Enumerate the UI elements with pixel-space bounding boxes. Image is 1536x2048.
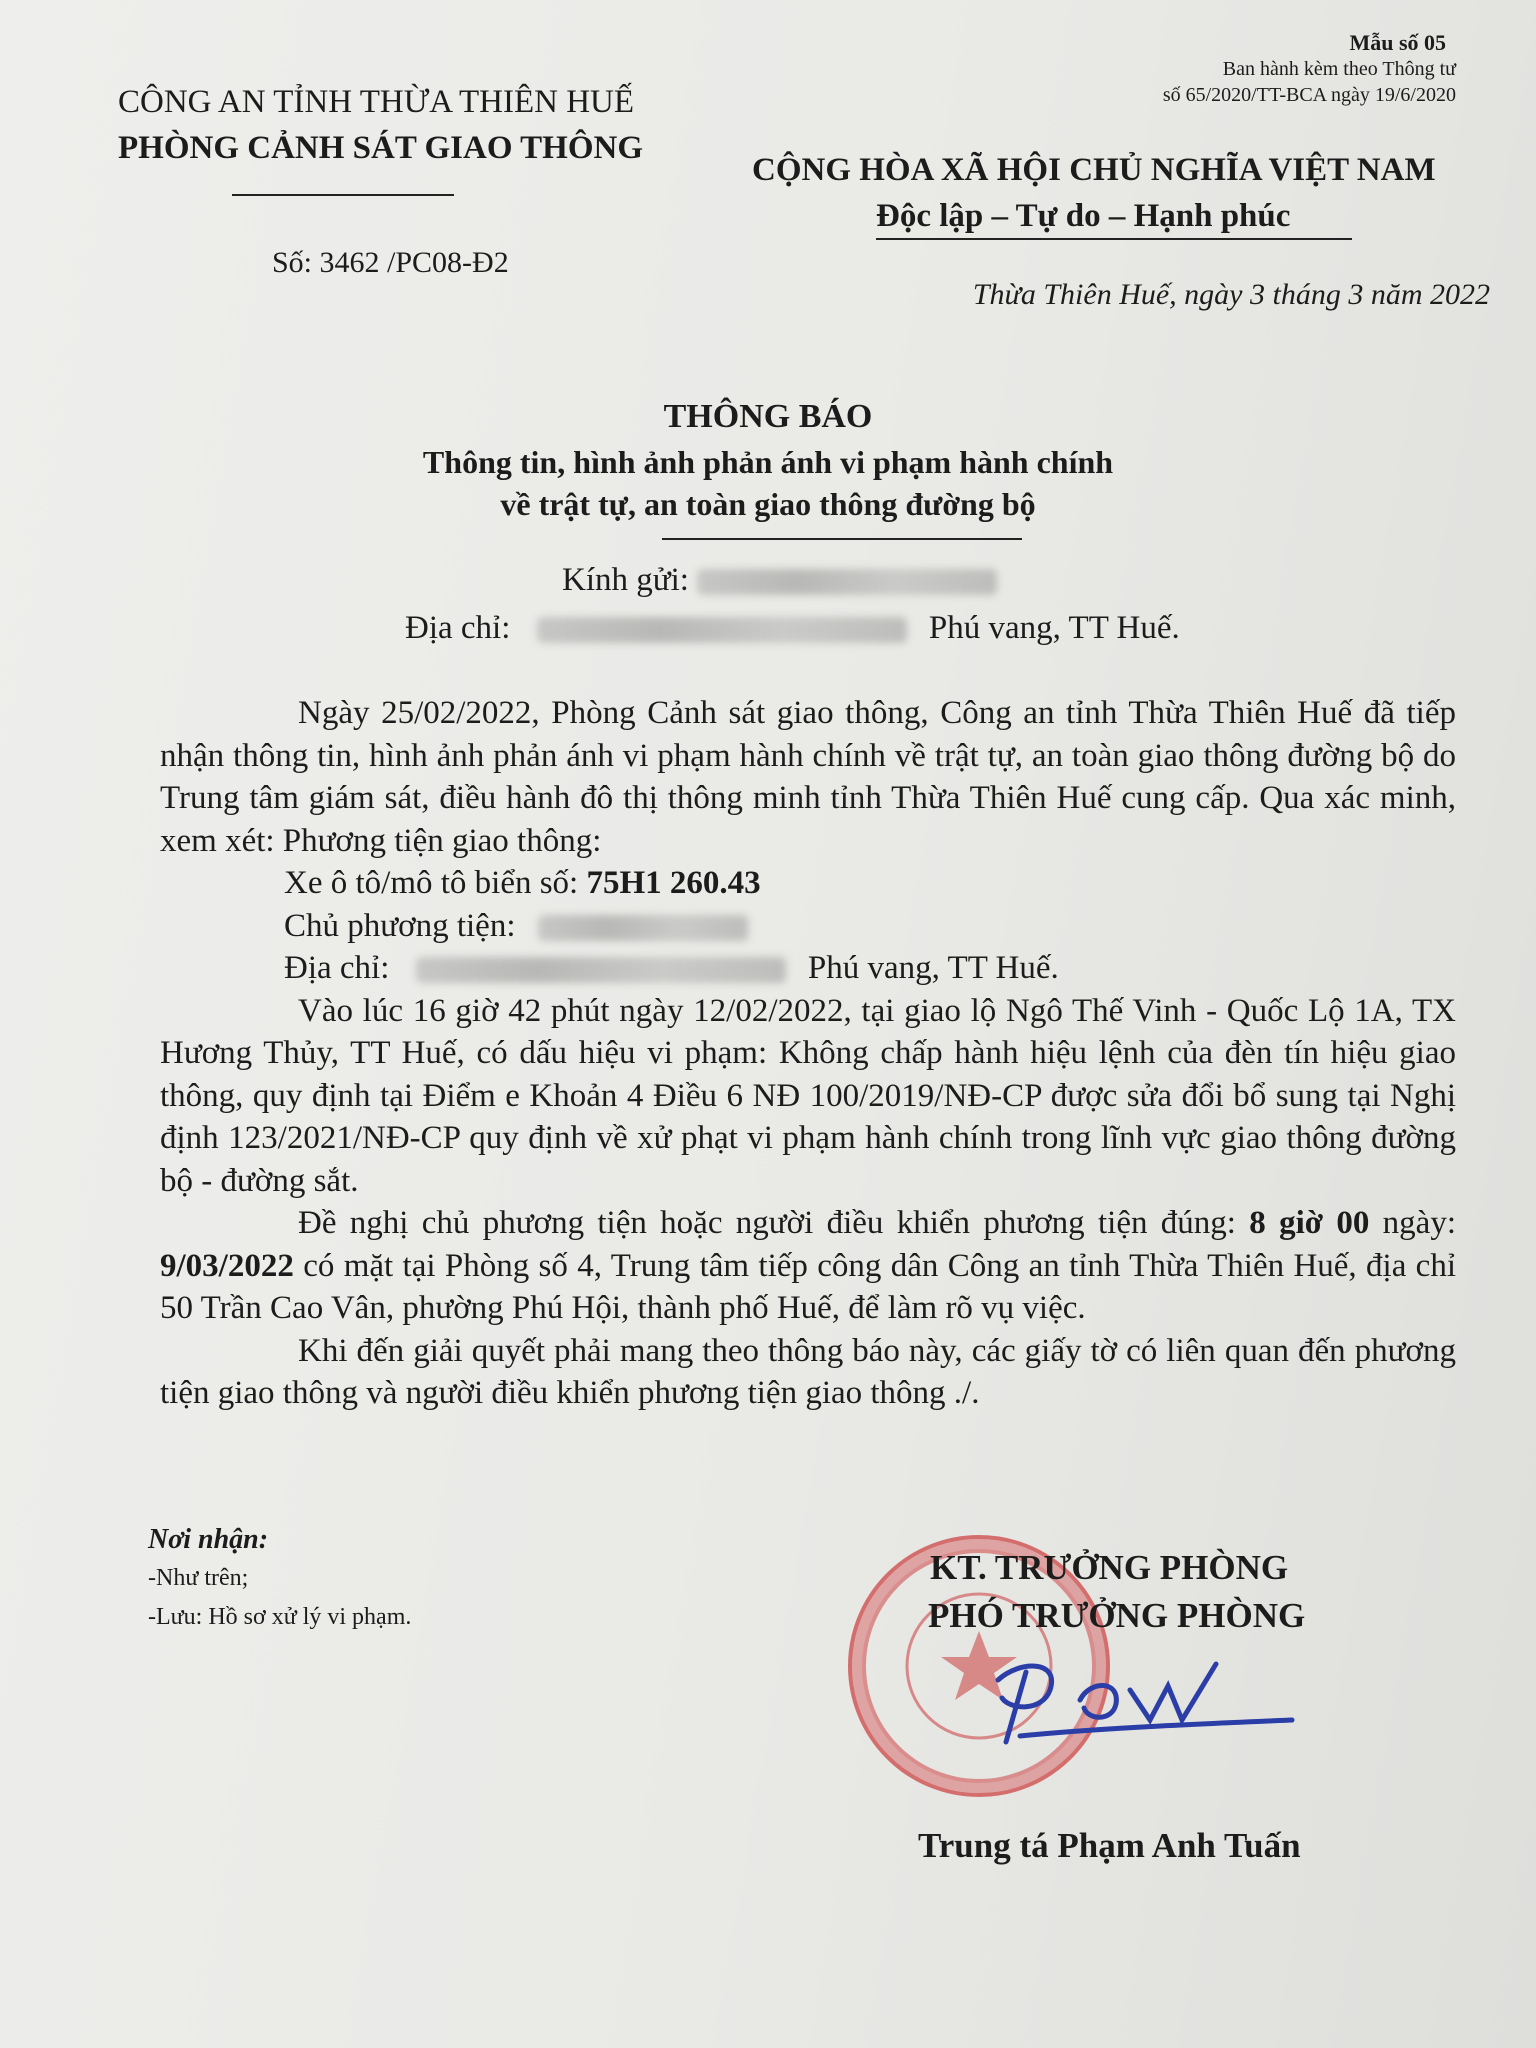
motto-underline bbox=[876, 238, 1352, 240]
document-subtitle-2: về trật tự, an toàn giao thông đường bộ bbox=[500, 486, 1036, 522]
redacted-owner-address bbox=[416, 957, 786, 983]
paragraph-appointment bbox=[160, 1202, 1456, 1330]
agency-parent: CÔNG AN TỈNH THỪA THIÊN HUẾ bbox=[118, 84, 635, 120]
address-label: Địa chỉ: bbox=[405, 610, 511, 646]
appointment-time: 8 giờ 00 bbox=[1249, 1205, 1370, 1241]
owner-label: Chủ phương tiện: bbox=[284, 907, 516, 944]
paragraph-requirements: Khi đến giải quyết phải mang theo thông báo này, các giấy tờ có liên quan đến phương tiện giao thông và người điều khiển phương tiện giao thông ./. bbox=[160, 1332, 1456, 1411]
recipient-address-line bbox=[405, 610, 1180, 647]
appointment-text-a: Đề nghị chủ phương tiện hoặc người điều khiển phương tiện đúng: bbox=[298, 1205, 1236, 1241]
agency-name: PHÒNG CẢNH SÁT GIAO THÔNG bbox=[118, 130, 644, 166]
recipient-label: Kính gửi: bbox=[562, 562, 689, 598]
signer-name: Trung tá Phạm Anh Tuấn bbox=[918, 1826, 1301, 1865]
redacted-owner-name bbox=[538, 915, 748, 941]
document-subtitle-1: Thông tin, hình ảnh phản ánh vi phạm hành chính bbox=[422, 444, 1114, 480]
form-number: Mẫu số 05 bbox=[1349, 30, 1446, 55]
nation-name: CỘNG HÒA XÃ HỘI CHỦ NGHĨA VIỆT NAM bbox=[752, 152, 1436, 188]
plate-label: Xe ô tô/mô tô biển số: bbox=[284, 865, 579, 901]
recipients-item-2: -Lưu: Hồ sơ xử lý vi phạm. bbox=[148, 1604, 412, 1630]
paragraph-violation: Vào lúc 16 giờ 42 phút ngày 12/02/2022, tại giao lộ Ngô Thế Vinh - Quốc Lộ 1A, TX Hương Thủy, TT Huế, có dấu hiệu vi phạm: Không chấp hành hiệu lệnh của đèn tín hiệu giao thông, quy định tại Điểm e Khoản 4 Điều 6 NĐ 100/2019/NĐ-CP được sửa đổi bổ sung tại Nghị định 123/2021/NĐ-CP quy định về xử phạt vi phạm hành chính trong lĩnh vực giao thông đường bộ - đường sắt. bbox=[160, 992, 1456, 1199]
signature-title-2: PHÓ TRƯỞNG PHÒNG bbox=[928, 1596, 1306, 1635]
redacted-recipient-name bbox=[697, 569, 997, 595]
redacted-recipient-address bbox=[537, 617, 907, 643]
owner-address-label: Địa chỉ: bbox=[284, 950, 390, 986]
nation-motto: Độc lập – Tự do – Hạnh phúc bbox=[876, 198, 1291, 234]
paragraph-intro: Ngày 25/02/2022, Phòng Cảnh sát giao thông, Công an tỉnh Thừa Thiên Huế đã tiếp nhận thông tin, hình ảnh phản ánh vi phạm hành chính về trật tự, an toàn giao thông đường bộ do Trung tâm giám sát, điều hành đô thị thông minh tỉnh Thừa Thiên Huế cung cấp. Qua xác minh, xem xét: Phương tiện giao thông: bbox=[160, 695, 1456, 859]
signature-title-1: KT. TRƯỞNG PHÒNG bbox=[930, 1548, 1289, 1587]
owner-address-tail: Phú vang, TT Huế. bbox=[807, 950, 1059, 986]
owner-line bbox=[160, 905, 1456, 948]
vehicle-plate-line bbox=[160, 862, 1456, 905]
appointment-text-c: có mặt tại Phòng số 4, Trung tâm tiếp công dân Công an tỉnh Thừa Thiên Huế, địa chỉ 50 Trần Cao Vân, phường Phú Hội, thành phố Huế, để làm rõ vụ việc. bbox=[160, 1247, 1457, 1326]
handwritten-signature bbox=[980, 1650, 1300, 1760]
agency-underline bbox=[232, 194, 454, 196]
title-underline bbox=[662, 538, 1022, 540]
plate-number: 75H1 260.43 bbox=[586, 865, 761, 901]
recipients-title: Nơi nhận: bbox=[148, 1524, 269, 1555]
recipients-item-1: -Như trên; bbox=[148, 1565, 249, 1591]
document-number: Số: 3462 /PC08-Đ2 bbox=[272, 246, 509, 279]
owner-address-line bbox=[160, 947, 1456, 990]
place-date: Thừa Thiên Huế, ngày 3 tháng 3 năm 2022 bbox=[972, 278, 1490, 311]
form-issued-line-1: Ban hành kèm theo Thông tư bbox=[1222, 58, 1456, 80]
appointment-date: 9/03/2022 bbox=[160, 1247, 294, 1284]
appointment-text-b: ngày: bbox=[1382, 1205, 1456, 1241]
form-issued-line-2: số 65/2020/TT-BCA ngày 19/6/2020 bbox=[1162, 84, 1456, 106]
address-tail: Phú vang, TT Huế. bbox=[928, 610, 1180, 646]
recipient-line bbox=[562, 562, 997, 599]
document-body bbox=[160, 692, 1456, 1415]
document-title: THÔNG BÁO bbox=[663, 398, 873, 435]
